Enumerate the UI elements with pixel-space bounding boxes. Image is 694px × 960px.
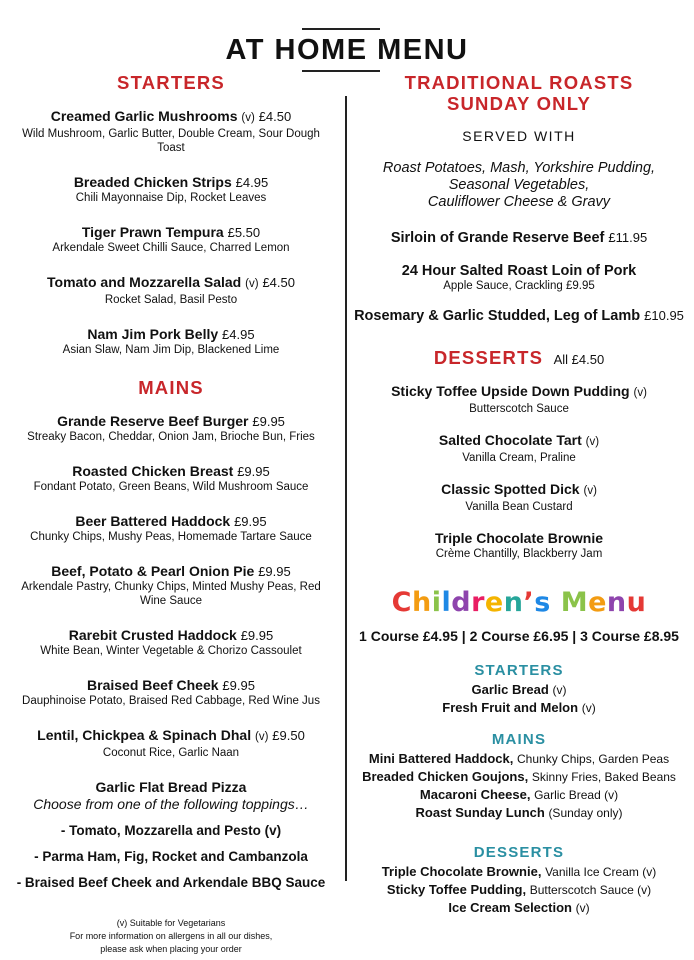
desserts-heading-row [352,347,686,369]
item-name: Roasted Chicken Breast [72,463,234,479]
roast-item [352,262,686,292]
accompaniment-line: Seasonal Vegetables, [448,177,590,193]
children-item-detail: (Sunday only) [548,806,623,820]
roasts-heading: TRADITIONAL ROASTS [404,72,634,93]
title-top-rule [302,28,380,30]
title-letter: C [391,587,412,618]
roast-item [352,229,686,247]
left-column [12,72,330,956]
item-name: Rarebit Crusted Haddock [68,627,237,643]
item-description: Chunky Chips, Mushy Peas, Homemade Tartare Sauce [30,531,312,543]
item-price: £9.95 [222,678,255,693]
item-description: Chili Mayonnaise Dip, Rocket Leaves [75,192,267,204]
allergen-footnote [12,917,330,956]
children-item-detail: (v) [581,701,596,715]
children-item-name: Sticky Toffee Pudding, [386,882,527,897]
dessert-name: Sticky Toffee Upside Down Pudding [391,383,630,399]
dessert-item [352,481,686,514]
dessert-name: Classic Spotted Dick [441,481,580,497]
item-name-line [12,326,330,343]
menu-item [12,174,330,205]
item-price: £9.95 [252,414,285,429]
item-price: £9.95 [258,564,291,579]
accompaniment-line: Roast Potatoes, Mash, Yorkshire Pudding, [382,160,656,176]
children-item-detail: Butterscotch Sauce (v) [529,883,652,897]
pizza-topping: - Braised Beef Cheek and Arkendale BBQ Sauce [16,875,326,890]
title-letter: e [484,587,504,618]
title-letter [551,587,561,618]
children-item-detail: Garlic Bread (v) [534,788,619,802]
item-price: £9.95 [234,514,267,529]
menu-item [12,108,330,155]
title-letter: d [451,587,472,618]
dessert-name: Salted Chocolate Tart [438,432,582,448]
item-name: Beer Battered Haddock [75,513,231,529]
allergen-note: For more information on allergens in all our dishes, [69,931,273,941]
roast-name: 24 Hour Salted Roast Loin of Pork [401,263,637,279]
item-name: Creamed Garlic Mushrooms [50,108,238,124]
children-item-name: Fresh Fruit and Melon [442,700,579,715]
roast-item [352,307,686,325]
veg-marker: (v) [245,278,259,290]
roast-price: £10.95 [644,308,684,323]
menu-item [12,677,330,708]
children-item-detail: Skinny Fries, Baked Beans [531,770,676,784]
title-letter: ’ [523,587,535,618]
item-name: Breaded Chicken Strips [73,174,232,190]
dessert-description: Vanilla Bean Custard [465,501,573,513]
item-name: Tomato and Mozzarella Salad [47,274,242,290]
title-letter: n [503,587,524,618]
menu-item [12,627,330,658]
desserts-list [352,383,686,561]
item-name: Braised Beef Cheek [87,677,219,693]
children-item-name: Mini Battered Haddock, [368,751,514,766]
pizza-topping: - Parma Ham, Fig, Rocket and Cambanzola [34,849,308,864]
item-price: £5.50 [227,225,261,240]
pizza-intro: Choose from one of the following toppings… [33,796,309,812]
title-letter: l [441,587,452,618]
children-mains [352,731,686,822]
title-letter: r [471,587,485,618]
children-item [352,768,686,786]
dessert-name-line [352,530,686,547]
dessert-description: Butterscotch Sauce [469,403,569,415]
allergen-note: please ask when placing your order [100,944,242,954]
item-name-line [12,677,330,694]
children-item [352,863,686,881]
children-item [352,899,686,917]
menu-item [12,727,330,760]
children-item [352,881,686,899]
pizza-block [12,779,330,891]
desserts-price: All £4.50 [553,352,605,367]
children-desserts-heading: DESSERTS [473,844,565,861]
title-letter: M [560,587,589,618]
dessert-name-line [352,383,686,402]
dessert-item [352,432,686,465]
item-description: White Bean, Winter Vegetable & Chorizo Cassoulet [40,645,302,657]
item-name-line [12,513,330,530]
roast-description: Apple Sauce, Crackling £9.95 [443,280,595,292]
roast-name: Sirloin of Grande Reserve Beef [390,230,605,246]
roast-price: £11.95 [608,230,648,245]
title-letter: u [626,587,647,618]
childrens-menu-title [352,587,686,618]
item-name-line [12,174,330,191]
menu-item [12,513,330,544]
column-divider [345,96,347,881]
starters-heading: STARTERS [117,72,225,93]
children-item-name: Roast Sunday Lunch [415,805,545,820]
roasts-list [352,229,686,325]
title-letter: e [588,587,607,618]
item-price: £4.95 [235,175,269,190]
right-column [352,72,686,931]
veg-marker: (v) [254,731,269,743]
item-name-line [12,224,330,241]
children-item-detail: (v) [552,683,567,697]
item-description: Arkendale Pastry, Chunky Chips, Minted Mushy Peas, Red Wine Sauce [21,581,321,607]
menu-item [12,326,330,357]
item-name-line [12,627,330,644]
pizza-topping: - Tomato, Mozzarella and Pesto (v) [60,823,282,838]
menu-item [12,224,330,255]
roast-accompaniments [352,160,686,211]
veg-marker: (v) [585,436,600,448]
item-name-line [12,274,330,293]
item-description: Rocket Salad, Basil Pesto [104,294,238,306]
children-item [352,681,686,699]
item-price: £4.50 [258,109,292,124]
roast-name-line [352,307,686,325]
item-price: £9.95 [240,628,274,643]
pizza-name: Garlic Flat Bread Pizza [95,779,247,795]
item-name: Nam Jim Pork Belly [87,326,219,342]
roasts-subheading: SUNDAY ONLY [446,93,592,114]
item-description: Coconut Rice, Garlic Naan [102,747,240,759]
title-letter: i [431,587,442,618]
dessert-item [352,383,686,416]
item-name: Beef, Potato & Pearl Onion Pie [51,563,255,579]
mains-list [12,413,330,760]
veg-marker: (v) [583,485,597,497]
children-item [352,786,686,804]
dessert-description: Vanilla Cream, Praline [462,452,576,464]
children-item-detail: (v) [575,901,590,915]
children-course-prices: 1 Course £4.95 | 2 Course £6.95 | 3 Course £8.95 [359,628,679,644]
title-letter: s [534,587,551,618]
item-description: Fondant Potato, Green Beans, Wild Mushroom Sauce [33,481,309,493]
item-description: Streaky Bacon, Cheddar, Onion Jam, Brioche Bun, Fries [27,431,315,443]
children-item-name: Ice Cream Selection [448,900,572,915]
page-title: AT HOME MENU [225,34,469,66]
children-starters [352,662,686,717]
dessert-item [352,530,686,561]
veg-marker: (v) [633,387,647,399]
dessert-name-line [352,432,686,451]
item-description: Asian Slaw, Nam Jim Dip, Blackened Lime [62,344,280,356]
item-name-line [12,413,330,430]
roast-name-line [352,229,686,247]
veg-note: (v) Suitable for Vegetarians [116,918,226,928]
item-name-line [12,727,330,746]
item-description: Arkendale Sweet Chilli Sauce, Charred Lemon [52,242,290,254]
menu-item [12,413,330,444]
dessert-name: Triple Chocolate Brownie [434,530,604,546]
accompaniment-line: Cauliflower Cheese & Gravy [427,194,611,210]
menu-item [12,274,330,307]
children-starters-heading: STARTERS [474,662,564,679]
children-item-detail: Vanilla Ice Cream (v) [545,865,657,879]
item-price: £9.95 [237,464,270,479]
item-price: £9.50 [272,728,305,743]
item-name: Tiger Prawn Tempura [81,224,224,240]
dessert-description: Crème Chantilly, Blackberry Jam [435,548,603,560]
children-item [352,804,686,822]
item-name-line [12,563,330,580]
roast-name-line [352,262,686,280]
item-name: Grande Reserve Beef Burger [57,413,249,429]
children-item-name: Macaroni Cheese, [419,787,531,802]
item-description: Dauphinoise Potato, Braised Red Cabbage, Red Wine Jus [22,695,320,707]
item-name-line [12,108,330,127]
menu-item [12,463,330,494]
served-with-label: SERVED WITH [462,128,576,144]
item-name: Lentil, Chickpea & Spinach Dhal [37,727,252,743]
children-item-name: Breaded Chicken Goujons, [362,769,529,784]
children-item [352,750,686,768]
title-letter: n [606,587,627,618]
roast-name: Rosemary & Garlic Studded, Leg of Lamb [354,308,641,324]
children-item-name: Triple Chocolate Brownie, [381,864,542,879]
item-price: £4.50 [262,275,295,290]
menu-item [12,563,330,608]
title-letter: h [411,587,432,618]
children-item-name: Garlic Bread [471,682,549,697]
desserts-heading: DESSERTS [433,347,544,368]
veg-marker: (v) [241,112,255,124]
item-price: £4.95 [222,327,255,342]
dessert-name-line [352,481,686,500]
children-mains-heading: MAINS [491,731,547,748]
children-desserts [352,844,686,917]
children-item [352,699,686,717]
mains-heading: MAINS [138,377,204,398]
children-item-detail: Chunky Chips, Garden Peas [517,752,670,766]
item-description: Wild Mushroom, Garlic Butter, Double Cream, Sour Dough Toast [22,128,320,154]
starters-list [12,108,330,357]
item-name-line [12,463,330,480]
